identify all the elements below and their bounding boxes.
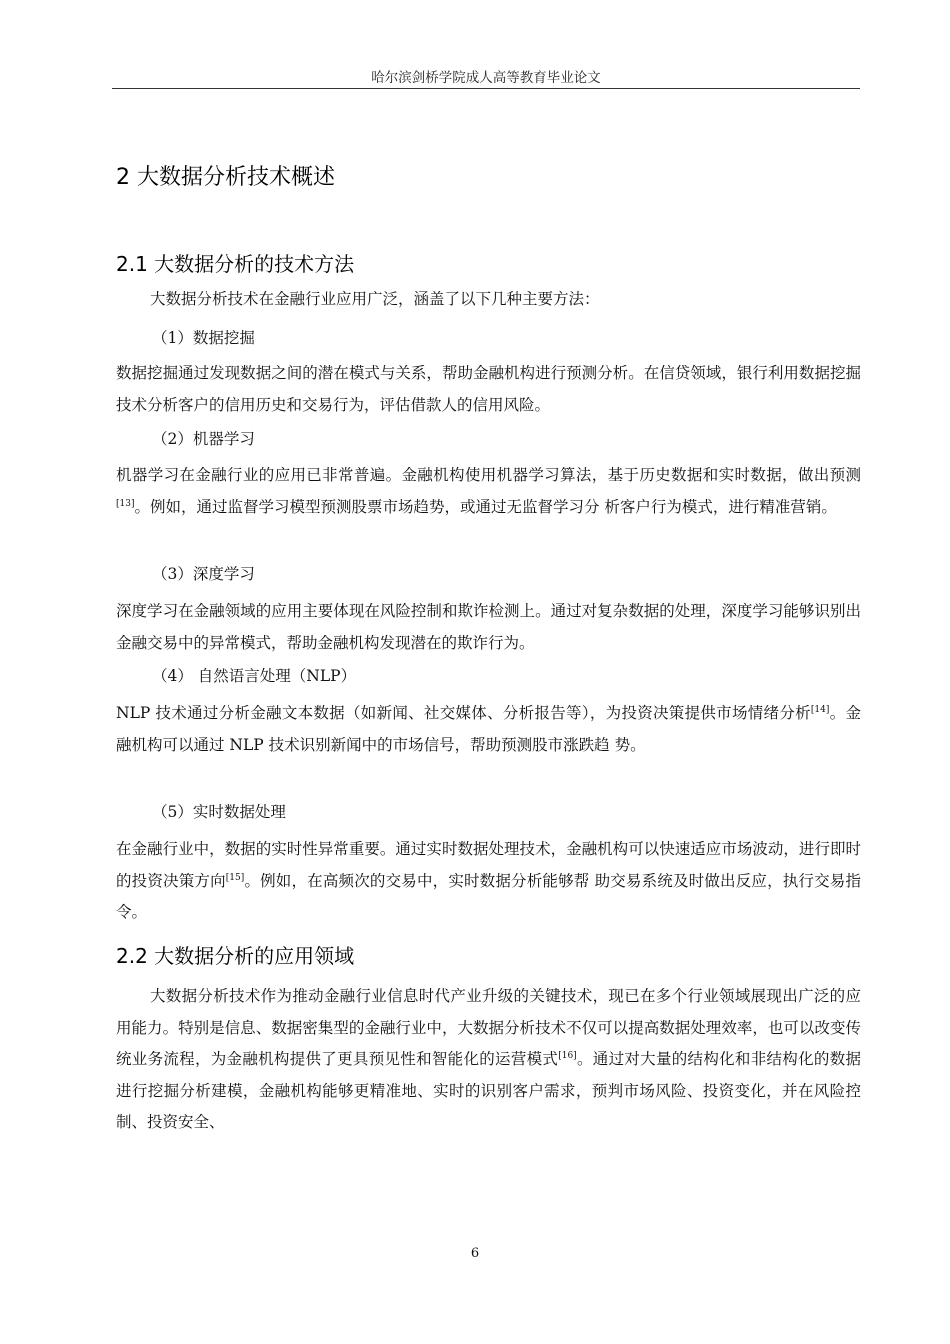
method-label-data-mining: （1）数据挖掘 <box>152 329 255 347</box>
method-text-data-mining: 数据挖掘通过发现数据之间的潜在模式与关系，帮助金融机构进行预测分析。在信贷领域，银行利用数据挖掘技术分析客户的信用历史和交易行为，评估借款人的信用风险。 <box>116 364 861 414</box>
text-segment: 。例如，通过监督学习模型预测股票市场趋势，或通过无监督学习分 析客户行为模式，进行精准营销。 <box>134 497 837 516</box>
text-segment: 。通过对大量的结构化和非结构化的数据进行挖掘分析建模，金融机构能够更精准地、实时的识别客户需求，预判市场风险、投资变化，并在风险控制、投资安全、 <box>116 1050 861 1131</box>
text-segment: 在金融行业中，数据的实时性异常重要。通过实时数据处理技术，金融机构可以快速适应市场波动，进行即时的投资决策方向 <box>116 840 861 890</box>
method-text-realtime <box>116 834 861 929</box>
citation: [13] <box>116 498 135 509</box>
method-label-machine-learning: （2）机器学习 <box>152 430 255 448</box>
running-header: 哈尔滨剑桥学院成人高等教育毕业论文 <box>371 70 601 86</box>
section-intro: 大数据分析技术在金融行业应用广泛，涵盖了以下几种主要方法： <box>150 290 600 308</box>
chapter-title: 2 大数据分析技术概述 <box>116 165 335 190</box>
section-title-2-2: 2.2 大数据分析的应用领域 <box>116 944 355 968</box>
citation: [15] <box>225 872 245 883</box>
page-number: 6 <box>470 1246 480 1261</box>
method-label-deep-learning: （3）深度学习 <box>152 565 255 583</box>
method-text-nlp <box>116 698 861 761</box>
section-2-2-paragraph <box>116 981 861 1139</box>
text-segment: 。金融机构可以通过 NLP 技术识别新闻中的市场信号，帮助预测股市涨跌趋 势。 <box>116 704 861 754</box>
method-label-realtime: （5）实时数据处理 <box>152 803 286 821</box>
text-segment: 大数据分析技术作为推动金融行业信息时代产业升级的关键技术，现已在多个行业领域展现出广泛的应用能力。特别是信息、数据密集型的金融行业中，大数据分析技术不仅可以提高数据处理效率，也可以改变传统业务流程，为金融机构提供了更具预见性和智能化的运营模式 <box>116 987 861 1068</box>
method-text-machine-learning <box>116 460 861 523</box>
method-label-nlp: （4） 自然语言处理（NLP） <box>152 667 357 685</box>
text-segment: NLP 技术通过分析金融文本数据（如新闻、社交媒体、分析报告等），为投资决策提供市场情绪分析 <box>116 704 811 722</box>
citation: [14] <box>810 704 830 715</box>
method-text-deep-learning: 深度学习在金融领域的应用主要体现在风险控制和欺诈检测上。通过对复杂数据的处理，深度学习能够识别出金融交易中的异常模式，帮助金融机构发现潜在的欺诈行为。 <box>116 602 861 652</box>
citation: [16] <box>558 1050 577 1061</box>
text-segment: 。例如，在高频次的交易中，实时数据分析能够帮 助交易系统及时做出反应，执行交易指令。 <box>116 871 861 921</box>
text-segment: 机器学习在金融行业的应用已非常普遍。金融机构使用机器学习算法，基于历史数据和实时数据，做出预测 <box>116 466 861 484</box>
section-title-2-1: 2.1 大数据分析的技术方法 <box>116 252 355 276</box>
header-rule <box>112 88 860 89</box>
